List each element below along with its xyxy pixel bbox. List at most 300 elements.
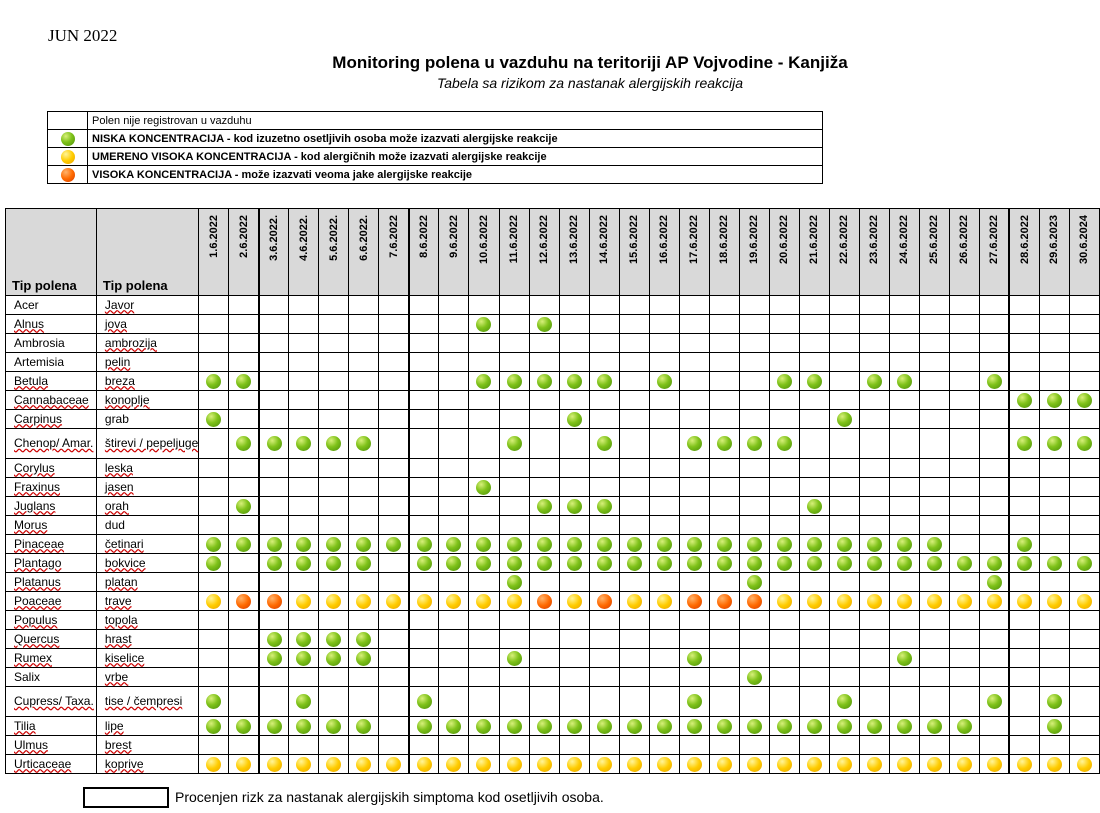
day-cell <box>919 429 949 459</box>
day-cell <box>529 736 559 755</box>
day-cell <box>829 516 859 535</box>
date-header <box>439 209 469 296</box>
latin-name-cell: Urticaceae <box>6 755 97 774</box>
green-dot-icon <box>777 556 792 571</box>
day-cell <box>469 755 499 774</box>
day-cell <box>709 334 739 353</box>
yellow-dot-icon <box>717 757 732 772</box>
day-cell <box>739 353 769 372</box>
green-dot-icon <box>446 719 461 734</box>
green-dot-icon <box>236 436 251 451</box>
green-dot-icon <box>267 436 282 451</box>
day-cell <box>499 611 529 630</box>
green-dot-icon <box>597 499 612 514</box>
green-dot-icon <box>747 537 762 552</box>
day-cell <box>919 459 949 478</box>
yellow-dot-icon <box>206 594 221 609</box>
table-row <box>6 668 1100 687</box>
local-name-cell: grab <box>96 410 198 429</box>
green-dot-icon <box>326 537 341 552</box>
day-cell <box>379 353 409 372</box>
day-cell <box>739 516 769 535</box>
day-cell <box>1069 736 1099 755</box>
day-cell <box>319 296 349 315</box>
date-label: 22.6.2022 <box>838 215 851 264</box>
day-cell <box>799 334 829 353</box>
day-cell <box>949 372 979 391</box>
day-cell <box>379 478 409 497</box>
day-cell <box>409 736 439 755</box>
day-cell <box>859 296 889 315</box>
day-cell <box>559 459 589 478</box>
day-cell <box>859 459 889 478</box>
day-cell <box>829 535 859 554</box>
day-cell <box>829 611 859 630</box>
yellow-dot-icon <box>537 757 552 772</box>
day-cell <box>739 459 769 478</box>
day-cell <box>319 649 349 668</box>
day-cell <box>829 573 859 592</box>
day-cell <box>889 573 919 592</box>
day-cell <box>829 592 859 611</box>
day-cell <box>889 353 919 372</box>
green-dot-icon <box>356 436 371 451</box>
day-cell <box>1039 573 1069 592</box>
orange-dot-icon <box>537 594 552 609</box>
day-cell <box>529 334 559 353</box>
yellow-dot-icon <box>417 757 432 772</box>
day-cell <box>709 649 739 668</box>
orange-dot-icon <box>687 594 702 609</box>
day-cell <box>199 687 229 717</box>
date-label: 15.6.2022 <box>628 215 641 264</box>
day-cell <box>199 296 229 315</box>
legend-table <box>47 111 823 184</box>
day-cell <box>289 459 319 478</box>
day-cell <box>979 315 1009 334</box>
green-dot-icon <box>507 556 522 571</box>
yellow-dot-icon <box>61 150 75 164</box>
day-cell <box>889 315 919 334</box>
table-row <box>6 649 1100 668</box>
day-cell <box>979 717 1009 736</box>
column-header-latin: Tip polena <box>6 209 97 296</box>
day-cell <box>919 736 949 755</box>
day-cell <box>799 353 829 372</box>
day-cell <box>469 736 499 755</box>
day-cell <box>919 717 949 736</box>
table-row <box>6 497 1100 516</box>
day-cell <box>229 611 259 630</box>
day-cell <box>739 592 769 611</box>
day-cell <box>1069 334 1099 353</box>
day-cell <box>979 573 1009 592</box>
latin-name-cell: Juglans <box>6 497 97 516</box>
date-header <box>469 209 499 296</box>
local-name-cell: bokvice <box>96 554 198 573</box>
yellow-dot-icon <box>837 594 852 609</box>
green-dot-icon <box>927 719 942 734</box>
green-dot-icon <box>236 719 251 734</box>
day-cell <box>469 630 499 649</box>
green-dot-icon <box>236 374 251 389</box>
day-cell <box>919 554 949 573</box>
day-cell <box>469 315 499 334</box>
day-cell <box>409 353 439 372</box>
day-cell <box>319 315 349 334</box>
day-cell <box>379 372 409 391</box>
day-cell <box>649 478 679 497</box>
day-cell <box>859 611 889 630</box>
green-dot-icon <box>897 556 912 571</box>
day-cell <box>919 611 949 630</box>
day-cell <box>439 372 469 391</box>
day-cell <box>409 630 439 649</box>
day-cell <box>979 334 1009 353</box>
green-dot-icon <box>417 719 432 734</box>
day-cell <box>859 410 889 429</box>
day-cell <box>799 372 829 391</box>
day-cell <box>769 410 799 429</box>
day-cell <box>229 554 259 573</box>
date-header <box>379 209 409 296</box>
day-cell <box>799 649 829 668</box>
green-dot-icon <box>777 436 792 451</box>
date-label: 21.6.2022 <box>808 215 821 264</box>
date-header <box>679 209 709 296</box>
day-cell <box>1039 755 1069 774</box>
day-cell <box>799 516 829 535</box>
day-cell <box>709 573 739 592</box>
day-cell <box>799 478 829 497</box>
green-dot-icon <box>717 556 732 571</box>
day-cell <box>739 554 769 573</box>
day-cell <box>319 554 349 573</box>
day-cell <box>619 516 649 535</box>
day-cell <box>349 429 379 459</box>
day-cell <box>949 353 979 372</box>
green-dot-icon <box>206 374 221 389</box>
green-dot-icon <box>296 537 311 552</box>
yellow-dot-icon <box>326 594 341 609</box>
green-dot-icon <box>537 556 552 571</box>
day-cell <box>979 554 1009 573</box>
green-dot-icon <box>267 537 282 552</box>
green-dot-icon <box>897 374 912 389</box>
day-cell <box>499 535 529 554</box>
day-cell <box>799 755 829 774</box>
day-cell <box>199 573 229 592</box>
day-cell <box>1009 391 1039 410</box>
day-cell <box>469 478 499 497</box>
day-cell <box>619 554 649 573</box>
day-cell <box>1069 429 1099 459</box>
legend-row-high <box>48 166 823 184</box>
day-cell <box>1069 497 1099 516</box>
day-cell <box>949 611 979 630</box>
day-cell <box>1069 372 1099 391</box>
day-cell <box>409 755 439 774</box>
day-cell <box>199 630 229 649</box>
day-cell <box>469 429 499 459</box>
day-cell <box>919 478 949 497</box>
day-cell <box>289 334 319 353</box>
green-dot-icon <box>296 651 311 666</box>
latin-name-cell: Platanus <box>6 573 97 592</box>
day-cell <box>289 516 319 535</box>
yellow-dot-icon <box>356 757 371 772</box>
day-cell <box>1069 478 1099 497</box>
day-cell <box>679 497 709 516</box>
day-cell <box>1009 755 1039 774</box>
date-header <box>529 209 559 296</box>
green-dot-icon <box>807 499 822 514</box>
day-cell <box>1069 459 1099 478</box>
day-cell <box>589 459 619 478</box>
day-cell <box>229 668 259 687</box>
local-name-cell: jova <box>96 315 198 334</box>
day-cell <box>889 554 919 573</box>
day-cell <box>889 736 919 755</box>
yellow-dot-icon <box>326 757 341 772</box>
day-cell <box>379 516 409 535</box>
yellow-dot-icon <box>476 757 491 772</box>
day-cell <box>1009 592 1039 611</box>
day-cell <box>919 372 949 391</box>
day-cell <box>529 535 559 554</box>
day-cell <box>589 315 619 334</box>
day-cell <box>829 315 859 334</box>
day-cell <box>769 459 799 478</box>
green-dot-icon <box>687 436 702 451</box>
day-cell <box>709 497 739 516</box>
date-header <box>589 209 619 296</box>
day-cell <box>229 478 259 497</box>
day-cell <box>439 391 469 410</box>
day-cell <box>289 687 319 717</box>
day-cell <box>979 687 1009 717</box>
yellow-dot-icon <box>476 594 491 609</box>
green-dot-icon <box>206 537 221 552</box>
day-cell <box>679 410 709 429</box>
orange-dot-icon <box>267 594 282 609</box>
local-name-cell: koprive <box>96 755 198 774</box>
day-cell <box>979 611 1009 630</box>
date-header <box>769 209 799 296</box>
day-cell <box>709 516 739 535</box>
date-header <box>1009 209 1039 296</box>
green-dot-icon <box>326 651 341 666</box>
day-cell <box>289 554 319 573</box>
day-cell <box>1009 516 1039 535</box>
green-dot-icon <box>417 694 432 709</box>
green-dot-icon <box>236 537 251 552</box>
day-cell <box>979 497 1009 516</box>
day-cell <box>349 478 379 497</box>
day-cell <box>559 410 589 429</box>
day-cell <box>409 497 439 516</box>
day-cell <box>589 372 619 391</box>
day-cell <box>799 554 829 573</box>
green-dot-icon <box>507 537 522 552</box>
day-cell <box>949 535 979 554</box>
day-cell <box>559 717 589 736</box>
day-cell <box>619 755 649 774</box>
day-cell <box>409 334 439 353</box>
date-label: 11.6.2022 <box>508 215 520 264</box>
date-label: 6.6.2022. <box>357 215 370 261</box>
day-cell <box>859 516 889 535</box>
date-label: 28.6.2022 <box>1018 215 1031 264</box>
day-cell <box>769 755 799 774</box>
day-cell <box>559 315 589 334</box>
day-cell <box>979 429 1009 459</box>
day-cell <box>919 353 949 372</box>
day-cell <box>709 736 739 755</box>
day-cell <box>439 592 469 611</box>
green-dot-icon <box>627 556 642 571</box>
green-dot-icon <box>657 374 672 389</box>
green-dot-icon <box>747 719 762 734</box>
yellow-dot-icon <box>627 757 642 772</box>
day-cell <box>769 391 799 410</box>
green-dot-icon <box>747 670 762 685</box>
date-header <box>859 209 889 296</box>
date-header <box>229 209 259 296</box>
day-cell <box>379 649 409 668</box>
green-dot-icon <box>597 719 612 734</box>
day-cell <box>769 497 799 516</box>
green-dot-icon <box>597 374 612 389</box>
day-cell <box>379 334 409 353</box>
day-cell <box>259 668 289 687</box>
day-cell <box>589 554 619 573</box>
table-row <box>6 573 1100 592</box>
day-cell <box>979 755 1009 774</box>
local-name-cell: konoplje <box>96 391 198 410</box>
day-cell <box>349 353 379 372</box>
day-cell <box>289 592 319 611</box>
table-row <box>6 535 1100 554</box>
day-cell <box>199 334 229 353</box>
day-cell <box>1069 296 1099 315</box>
day-cell <box>529 497 559 516</box>
day-cell <box>769 315 799 334</box>
day-cell <box>319 334 349 353</box>
day-cell <box>1009 334 1039 353</box>
month-label: JUN 2022 <box>48 26 118 45</box>
day-cell <box>829 429 859 459</box>
day-cell <box>769 573 799 592</box>
day-cell <box>229 334 259 353</box>
day-cell <box>259 497 289 516</box>
day-cell <box>469 497 499 516</box>
day-cell <box>1039 334 1069 353</box>
green-dot-icon <box>1077 393 1092 408</box>
day-cell <box>739 649 769 668</box>
green-dot-icon <box>807 719 822 734</box>
day-cell <box>289 535 319 554</box>
day-cell <box>409 668 439 687</box>
day-cell <box>679 630 709 649</box>
day-cell <box>499 717 529 736</box>
day-cell <box>949 687 979 717</box>
day-cell <box>919 296 949 315</box>
day-cell <box>619 429 649 459</box>
yellow-dot-icon <box>296 757 311 772</box>
day-cell <box>979 372 1009 391</box>
local-name-cell: breza <box>96 372 198 391</box>
day-cell <box>859 497 889 516</box>
day-cell <box>859 717 889 736</box>
day-cell <box>859 668 889 687</box>
yellow-dot-icon <box>837 757 852 772</box>
day-cell <box>1069 649 1099 668</box>
day-cell <box>1039 296 1069 315</box>
day-cell <box>259 478 289 497</box>
day-cell <box>469 516 499 535</box>
green-dot-icon <box>837 719 852 734</box>
green-dot-icon <box>1047 719 1062 734</box>
day-cell <box>1069 315 1099 334</box>
local-name-cell: jasen <box>96 478 198 497</box>
green-dot-icon <box>837 537 852 552</box>
day-cell <box>529 687 559 717</box>
day-cell <box>349 459 379 478</box>
day-cell <box>1009 554 1039 573</box>
day-cell <box>649 410 679 429</box>
day-cell <box>769 478 799 497</box>
day-cell <box>919 535 949 554</box>
day-cell <box>769 736 799 755</box>
day-cell <box>439 717 469 736</box>
day-cell <box>949 755 979 774</box>
green-dot-icon <box>206 694 221 709</box>
day-cell <box>889 630 919 649</box>
yellow-dot-icon <box>386 757 401 772</box>
green-dot-icon <box>567 499 582 514</box>
day-cell <box>439 353 469 372</box>
day-cell <box>499 592 529 611</box>
day-cell <box>619 535 649 554</box>
day-cell <box>439 410 469 429</box>
day-cell <box>589 592 619 611</box>
table-row <box>6 592 1100 611</box>
date-label: 25.6.2022 <box>928 215 941 264</box>
date-header <box>829 209 859 296</box>
day-cell <box>1039 687 1069 717</box>
day-cell <box>649 459 679 478</box>
day-cell <box>889 334 919 353</box>
day-cell <box>409 478 439 497</box>
green-dot-icon <box>867 556 882 571</box>
local-name-cell: lipe <box>96 717 198 736</box>
day-cell <box>769 630 799 649</box>
yellow-dot-icon <box>417 594 432 609</box>
day-cell <box>259 391 289 410</box>
day-cell <box>739 410 769 429</box>
green-dot-icon <box>386 537 401 552</box>
day-cell <box>499 573 529 592</box>
day-cell <box>559 573 589 592</box>
day-cell <box>349 315 379 334</box>
local-name-cell: vrbe <box>96 668 198 687</box>
day-cell <box>949 736 979 755</box>
day-cell <box>439 554 469 573</box>
day-cell <box>529 429 559 459</box>
day-cell <box>409 296 439 315</box>
day-cell <box>829 296 859 315</box>
